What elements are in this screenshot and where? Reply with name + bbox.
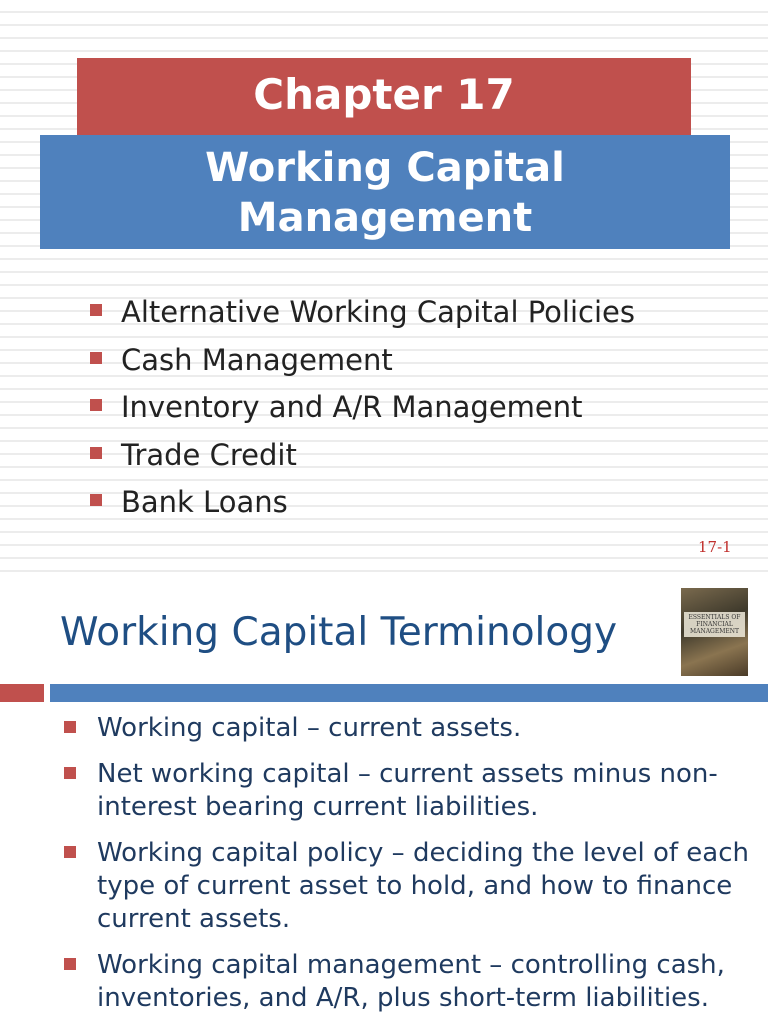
chapter-banner: Chapter 17 xyxy=(77,58,691,135)
page-number: 17-1 xyxy=(698,538,732,556)
terminology-list xyxy=(64,712,754,1028)
accent-bar-red xyxy=(0,684,44,702)
title-banner xyxy=(40,135,730,249)
slide-title: Working Capital Terminology xyxy=(60,610,618,655)
book-cover-title: ESSENTIALS OF FINANCIAL MANAGEMENT xyxy=(684,612,745,637)
accent-bar-blue xyxy=(50,684,768,702)
list-item: Inventory and A/R Management xyxy=(90,385,635,433)
list-item: Trade Credit xyxy=(90,433,635,481)
title-line-1: Working Capital xyxy=(205,145,565,191)
list-item: Working capital policy – deciding the level of each type of current asset to hold, and how to finance current assets. xyxy=(64,837,754,936)
list-item: Bank Loans xyxy=(90,480,635,528)
bullet-square-icon xyxy=(90,304,102,316)
bullet-square-icon xyxy=(90,447,102,459)
list-item: Cash Management xyxy=(90,338,635,386)
bullet-square-icon xyxy=(90,352,102,364)
bullet-square-icon xyxy=(64,958,76,970)
topic-list xyxy=(90,290,635,528)
bullet-square-icon xyxy=(90,494,102,506)
list-item: Net working capital – current assets minus non-interest bearing current liabilities. xyxy=(64,758,754,824)
bullet-square-icon xyxy=(64,767,76,779)
title-line-2: Management xyxy=(237,195,533,241)
bullet-square-icon xyxy=(64,721,76,733)
book-cover-image xyxy=(681,588,748,676)
bullet-square-icon xyxy=(90,399,102,411)
list-item: Alternative Working Capital Policies xyxy=(90,290,635,338)
list-item: Working capital management – controlling cash, inventories, and A/R, plus short-term liabilities. xyxy=(64,949,754,1015)
list-item: Working capital – current assets. xyxy=(64,712,754,745)
bullet-square-icon xyxy=(64,846,76,858)
